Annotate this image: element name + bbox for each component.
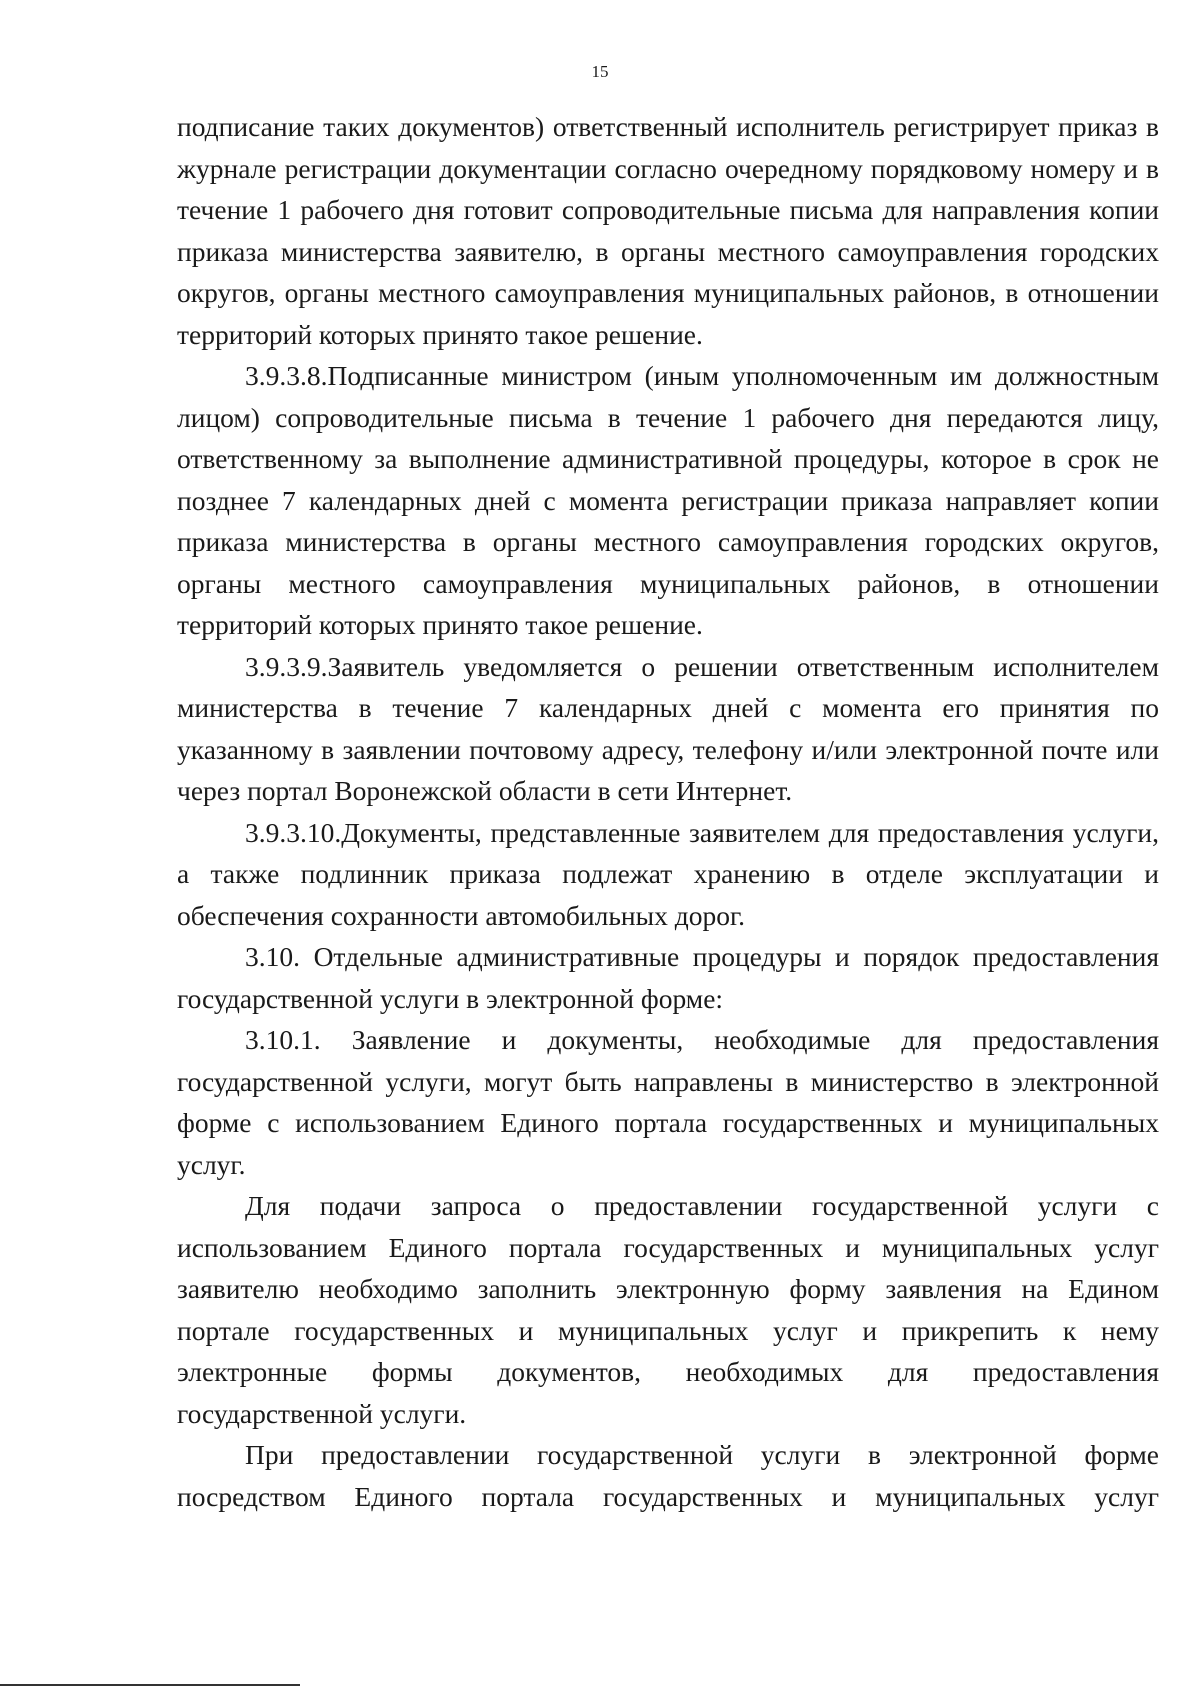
paragraph-2: 3.9.3.8.Подписанные министром (иным уполномоченным им должностным лицом) сопроводительные письма в течение 1 рабочего дня передаются лицу, ответственному за выполнение административной процедуры, которое в срок не позднее 7 календарных дней с момента регистрации приказа направляет копии приказа министерства в органы местного самоуправления городских округов, органы местного самоуправления муниципальных районов, в отношении территорий которых принято такое решение. <box>177 360 1159 640</box>
page-number: 15 <box>591 62 609 81</box>
footer-divider <box>0 1684 300 1686</box>
paragraph-5: 3.10. Отдельные административные процедуры и порядок предоставления государственной услуги в электронной форме: <box>177 941 1159 1014</box>
paragraph-1: подписание таких документов) ответственный исполнитель регистрирует приказ в журнале регистрации документации согласно очередному порядковому номеру и в течение 1 рабочего дня готовит сопроводительные письма для направления копии приказа министерства заявителю, в органы местного самоуправления городских округов, органы местного самоуправления муниципальных районов, в отношении территорий которых принято такое решение. <box>177 111 1159 350</box>
paragraph-6: 3.10.1. Заявление и документы, необходимые для предоставления государственной услуги, могут быть направлены в министерство в электронной форме с использованием Единого портала государственных и муниципальных услуг. <box>177 1024 1159 1180</box>
paragraph-7: Для подачи запроса о предоставлении государственной услуги с использованием Единого портала государственных и муниципальных услуг заявителю необходимо заполнить электронную форму заявления на Едином портале государственных и муниципальных услуг и прикрепить к нему электронные формы документов, необходимых для предоставления государственной услуги. <box>177 1190 1159 1429</box>
paragraph-4: 3.9.3.10.Документы, представленные заявителем для предоставления услуги, а также подлинник приказа подлежат хранению в отделе эксплуатации и обеспечения сохранности автомобильных дорог. <box>177 816 1159 931</box>
paragraph-8: При предоставлении государственной услуги в электронной форме посредством Единого портала государственных и муниципальных услуг <box>177 1439 1159 1512</box>
paragraph-3: 3.9.3.9.Заявитель уведомляется о решении ответственным исполнителем министерства в течение 7 календарных дней с момента его принятия по указанному в заявлении почтовому адресу, телефону и/или электронной почте или через портал Воронежской области в сети Интернет. <box>177 650 1159 806</box>
document-body <box>177 106 1159 1517</box>
